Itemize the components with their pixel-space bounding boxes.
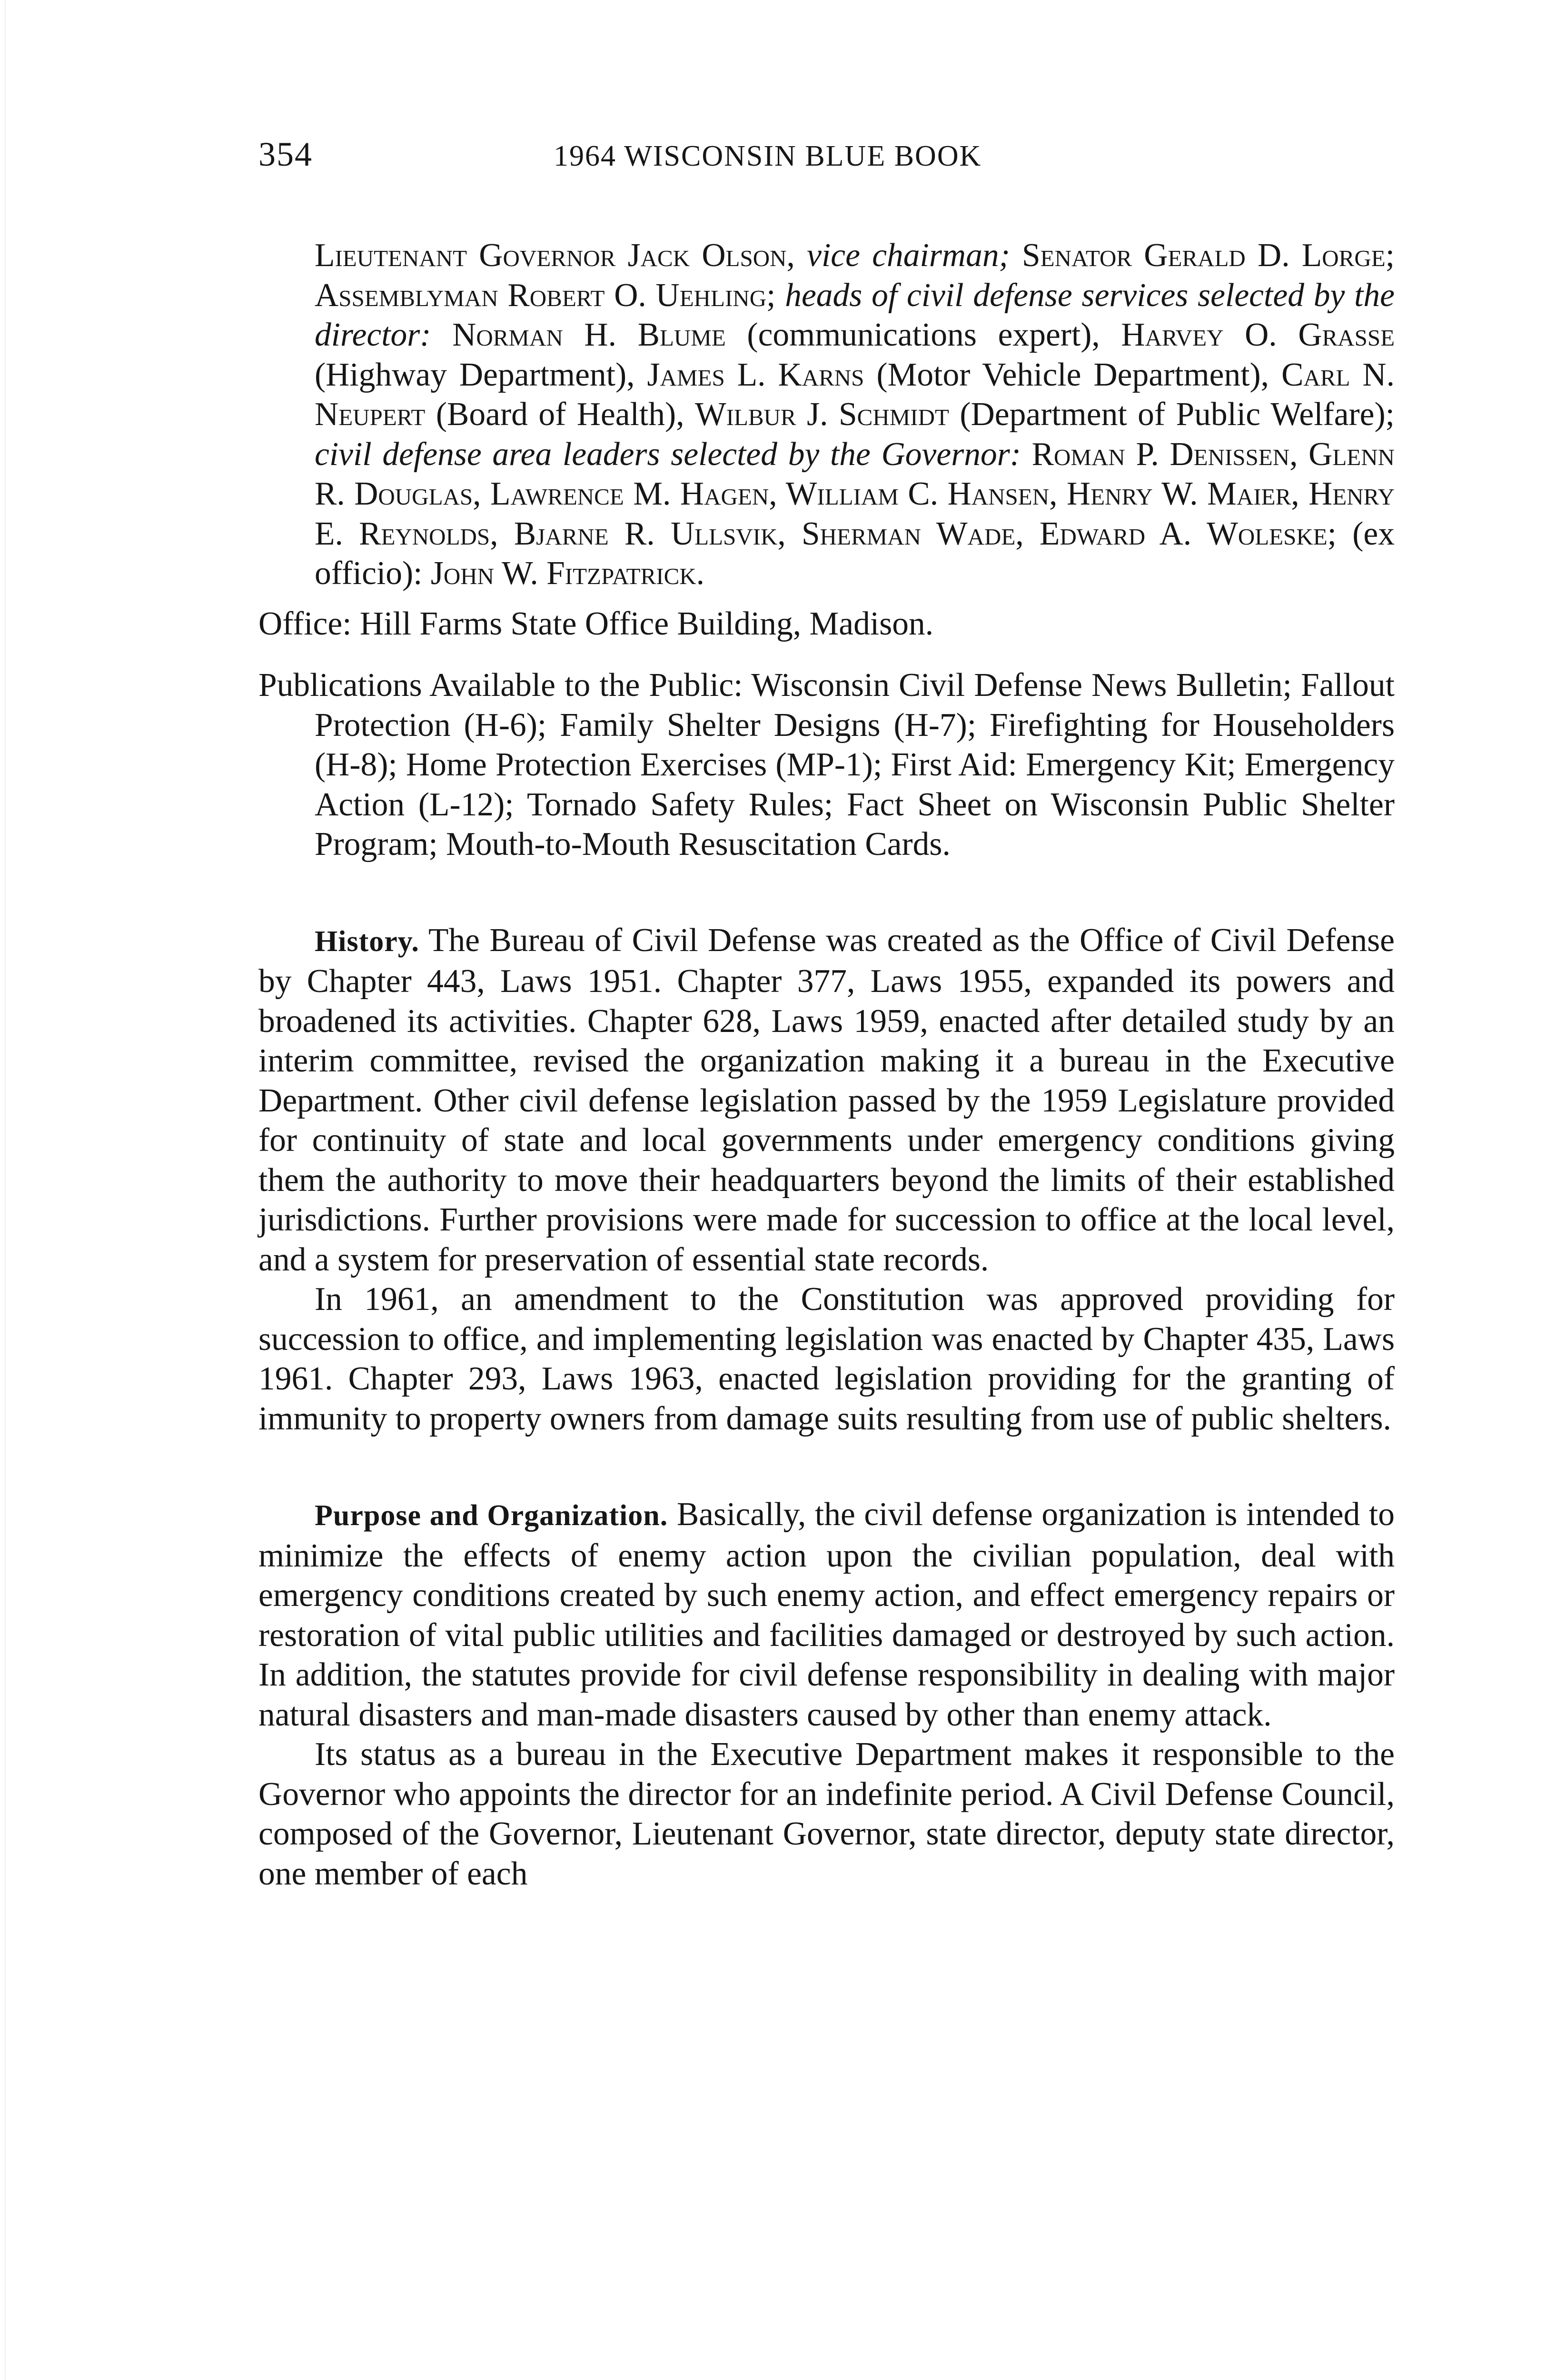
member-name: Lieutenant Governor Jack Olson	[315, 237, 787, 274]
page-body	[258, 236, 1395, 1894]
running-head: 1964 WISCONSIN BLUE BOOK	[554, 140, 982, 172]
history-paragraph	[258, 921, 1395, 1280]
history-text: The Bureau of Civil Defense was created as the Office of Civil Defense by Chapter 443, Laws 1951. Chapter 377, Laws 1955, expanded its powers and broadened its activities. Chapter 628, Laws 1959, enacted after detailed study by an interim committee, revised the organization making it a bureau in the Executive Department. Other civil defense legislation passed by the 1959 Legislature provided for continuity of state and local governments under emergency conditions giving them the authority to move their headquarters beyond the limits of their established jurisdictions. Further provisions were made for succession to office at the local level, and a system for preservation of essential state records.	[258, 922, 1395, 1278]
purpose-text: Basically, the civil defense organization is intended to minimize the effects of enemy action upon the civilian population, deal with emergency conditions created by such enemy action, and effect emergency repairs or restoration of vital public utilities and facilities damaged or destroyed by such action. In addition, the statutes provide for civil defense responsibility in dealing with major natural disasters and man-made disasters caused by other than enemy attack.	[258, 1496, 1395, 1733]
purpose-paragraph	[258, 1495, 1395, 1735]
member-name: Carl N. Neupert	[315, 356, 1395, 433]
member-name: Norman H. Blume	[452, 317, 726, 353]
page-header	[258, 135, 1391, 178]
purpose-paragraph-2: Its status as a bureau in the Executive Department makes it responsible to the Governor who appoints the director for an indefinite period. A Civil Defense Council, composed of the Governor, Lieutenant Governor, state director, deputy state director, one member of each	[258, 1736, 1395, 1892]
member-name: Harvey O. Grasse	[1121, 317, 1395, 353]
office-line: Office: Hill Farms State Office Building, Madison.	[258, 605, 934, 642]
member-name: James L. Karns	[647, 356, 864, 393]
membership-paragraph: Lieutenant Governor Jack Olson, vice chairman; Senator Gerald D. Lorge; Assemblyman Robert O. Uehling; heads of civil defense services selected by the director: Norman H. Blume (communications expert), Harvey O. Grasse (Highway Department), James L. Karns (Motor Vehicle Department), Carl N. Neupert (Board of Health), Wilbur J. Schmidt (Department of Public Welfare); civil defense area leaders selected by the Governor: Roman P. Denissen, Glenn R. Douglas, Lawrence M. Hagen, William C. Hansen, Henry W. Maier, Henry E. Reynolds, Bjarne R. Ullsvik, Sherman Wade, Edward A. Woleske; (ex officio): John W. Fitzpatrick.	[315, 237, 1395, 592]
history-heading: History.	[315, 925, 419, 958]
page-number: 354	[258, 135, 313, 173]
publications-paragraph: Publications Available to the Public: Wisconsin Civil Defense News Bulletin; Fallout Protection (H-6); Family Shelter Designs (H-7); Firefighting for Householders (H-8); Home Protection Exercises (MP-1); First Aid: Emergency Kit; Emergency Action (L-12); Tornado Safety Rules; Fact Sheet on Wisconsin Public Shelter Program; Mouth-to-Mouth Resuscitation Cards.	[258, 667, 1395, 863]
member-names-list: Roman P. Denissen, Glenn R. Douglas, Lawrence M. Hagen, William C. Hansen, Henry W. Maier, Henry E. Reynolds, Bjarne R. Ullsvik, Sherman Wade, Edward A. Woleske	[315, 436, 1395, 552]
member-name: John W. Fitzpatrick	[430, 555, 696, 592]
page-edge-shadow	[5, 0, 6, 2380]
purpose-heading: Purpose and Organization.	[315, 1499, 668, 1532]
history-paragraph-2: In 1961, an amendment to the Constitution was approved providing for succession to office, and implementing legislation was enacted by Chapter 435, Laws 1961. Chapter 293, Laws 1963, enacted legislation providing for the granting of immunity to property owners from damage suits resulting from use of public shelters.	[258, 1281, 1395, 1437]
member-name: Wilbur J. Schmidt	[695, 396, 949, 433]
member-name: Senator Gerald D. Lorge	[1021, 237, 1386, 274]
member-name: Assemblyman Robert O. Uehling	[315, 277, 767, 314]
